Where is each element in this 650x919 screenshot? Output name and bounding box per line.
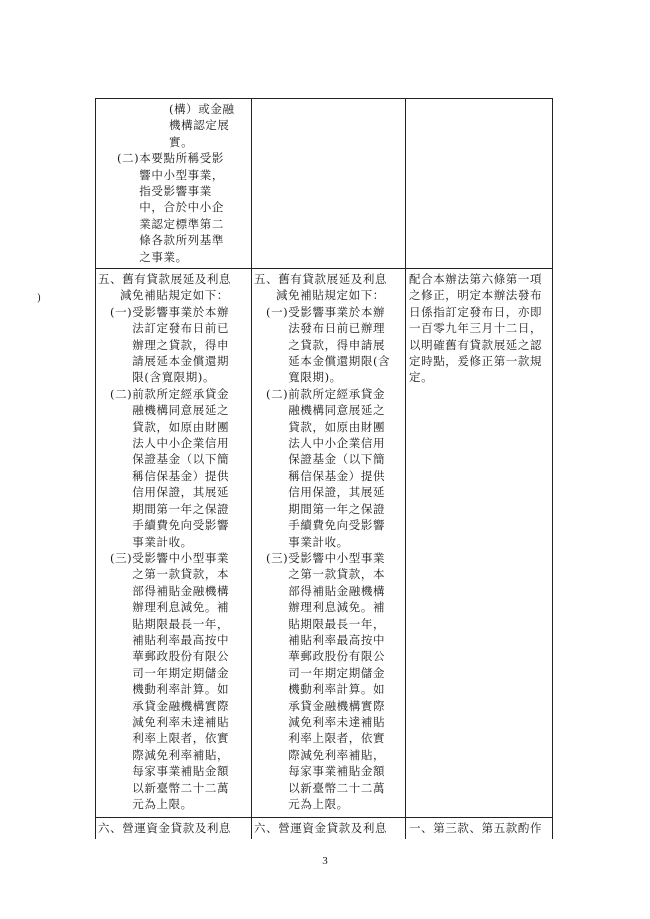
- item-line: 際減免利率補貼，: [288, 747, 386, 762]
- item-line: 元為上限。: [288, 797, 349, 811]
- item-line: 法訂定發布日前已: [132, 321, 230, 336]
- provision-item: [254, 386, 404, 550]
- row3-col2: [254, 820, 404, 836]
- item-line: 指受影響事業: [139, 184, 212, 199]
- explanation-line: 定。: [409, 370, 434, 385]
- item-line: 每家事業補貼金額: [132, 764, 230, 779]
- item-number: (二): [110, 386, 133, 401]
- item-line: 融機構同意展延之: [288, 403, 386, 418]
- margin-mark: ): [37, 293, 41, 304]
- row1-col1: [117, 101, 249, 265]
- item-line: 請展延本金償還期: [132, 354, 230, 369]
- item-body: [139, 150, 249, 265]
- item-line: 減免利率未達補貼: [132, 714, 230, 729]
- item-line: 手續費免向受影響: [288, 518, 386, 533]
- item-line: 信用保證，其展延: [288, 485, 386, 500]
- item-line: 貸款，如原由財團: [288, 419, 386, 434]
- item-body: [132, 304, 250, 386]
- explanation-line: 配合本辦法第六條第一項: [409, 272, 543, 286]
- provision-item: [254, 550, 404, 813]
- continuation-line: 實。: [169, 134, 194, 149]
- item-line: 部得補貼金融機構: [132, 583, 230, 598]
- item-line: 貼期限最長一年，: [132, 616, 230, 631]
- row2-col2: [254, 271, 404, 812]
- item-line: 受影響中小型事業: [288, 550, 386, 565]
- item-line: 利率上限者，依實: [132, 731, 230, 746]
- item-line: 利率上限者，依實: [288, 731, 386, 746]
- item-line: 貼期限最長一年，: [288, 616, 386, 631]
- row2-col1: [98, 271, 250, 812]
- item-body: [288, 386, 404, 550]
- provision-item: [98, 550, 250, 813]
- section-heading: 五、舊有貸款展延及利息: [254, 272, 388, 286]
- item-line: 法人中小企業信用: [288, 436, 386, 451]
- item-line: 法發布日前已辦理: [288, 321, 386, 336]
- item-line: 稱信保基金）提供: [132, 468, 230, 483]
- item-number: (一): [110, 304, 133, 319]
- item-line: 信用保證，其展延: [132, 485, 230, 500]
- item-line: 事業計收。: [132, 534, 193, 549]
- section-heading: 減免補貼規定如下：: [276, 288, 385, 303]
- item-line: 延本金償還期限(含: [288, 354, 391, 369]
- item-line: 減免利率未達補貼: [288, 714, 386, 729]
- item-line: 部得補貼金融機構: [288, 583, 386, 598]
- definition-item: [117, 150, 249, 265]
- provision-item: [98, 386, 250, 550]
- item-line: 受影響中小型事業: [132, 550, 230, 565]
- item-line: 受影響事業於本辦: [132, 304, 230, 319]
- item-body: [288, 550, 404, 813]
- item-line: 機動利率計算。如: [288, 682, 386, 697]
- item-line: 寬限期)。: [288, 370, 342, 385]
- item-line: 稱信保基金）提供: [288, 468, 386, 483]
- item-body: [288, 304, 404, 386]
- continuation-line: 機構認定展: [169, 118, 230, 133]
- column-divider-2: [405, 98, 406, 839]
- row3-col3: [409, 820, 551, 836]
- item-line: 承貸金融機構實際: [132, 698, 230, 713]
- item-number: (三): [266, 550, 289, 565]
- item-line: 保證基金（以下簡: [132, 452, 230, 467]
- item-line: 之第一款貸款，本: [132, 567, 230, 582]
- item-line: 保證基金（以下簡: [288, 452, 386, 467]
- item-line: 承貸金融機構實際: [288, 698, 386, 713]
- item-line: 中，合於中小企: [139, 200, 224, 215]
- item-line: 條各款所列基準: [139, 233, 224, 248]
- row-divider-1: [95, 268, 552, 269]
- item-line: 受影響事業於本辦: [288, 304, 386, 319]
- item-line: 司一年期定期儲金: [288, 665, 386, 680]
- explanation-line: 以明確舊有貸款展延之認: [409, 337, 543, 352]
- provision-item: [98, 304, 250, 386]
- item-line: 期間第一年之保證: [132, 501, 230, 516]
- section-heading: 減免補貼規定如下：: [120, 288, 229, 303]
- item-line: 華郵政股份有限公: [288, 649, 386, 664]
- item-line: 以新臺幣二十二萬: [288, 780, 386, 795]
- explanation-line: 一百零九年三月十二日，: [409, 321, 543, 336]
- explanation-line: 日係指訂定發布日，亦即: [409, 304, 543, 319]
- comparison-table: [95, 98, 552, 839]
- item-line: 之貸款，得申請展: [288, 337, 386, 352]
- section-heading: 五、舊有貸款展延及利息: [98, 272, 232, 286]
- explanation-line: 一、第三款、第五款酌作: [409, 821, 543, 835]
- item-line: 限(含寬限期)。: [132, 370, 216, 385]
- item-line: 事業計收。: [288, 534, 349, 549]
- page-number: 3: [322, 855, 328, 867]
- row3-col1: [98, 820, 250, 836]
- item-line: 前款所定經承貸金: [288, 386, 386, 401]
- column-divider-1: [251, 98, 252, 839]
- section-heading: 六、營運資金貸款及利息: [98, 821, 232, 835]
- item-line: 補貼利率最高按中: [288, 632, 386, 647]
- item-line: 之事業。: [139, 249, 188, 264]
- item-line: 辦理之貸款，得申: [132, 337, 230, 352]
- explanation-line: 之修正，明定本辦法發布: [409, 288, 543, 303]
- item-line: 每家事業補貼金額: [288, 764, 386, 779]
- table-border-right: [552, 98, 553, 839]
- item-line: 際減免利率補貼，: [132, 747, 230, 762]
- explanation-line: 定時點，爰修正第一款規: [409, 354, 543, 369]
- item-line: 法人中小企業信用: [132, 436, 230, 451]
- item-line: 期間第一年之保證: [288, 501, 386, 516]
- item-line: 之第一款貸款，本: [288, 567, 386, 582]
- item-line: 前款所定經承貸金: [132, 386, 230, 401]
- item-number: (二): [266, 386, 289, 401]
- item-line: 補貼利率最高按中: [132, 632, 230, 647]
- item-line: 本要點所稱受影: [139, 151, 224, 166]
- item-line: 響中小型事業，: [139, 167, 224, 182]
- item-line: 司一年期定期儲金: [132, 665, 230, 680]
- continuation-line: (構）或金融: [169, 102, 235, 116]
- item-line: 華郵政股份有限公: [132, 649, 230, 664]
- item-line: 以新臺幣二十二萬: [132, 780, 230, 795]
- item-line: 業認定標準第二: [139, 216, 224, 231]
- item-line: 辦理利息減免。補: [132, 600, 230, 615]
- item-number: (三): [110, 550, 133, 565]
- table-border-top: [95, 98, 552, 99]
- item-line: 手續費免向受影響: [132, 518, 230, 533]
- item-body: [132, 550, 250, 813]
- item-number: (一): [266, 304, 289, 319]
- item-line: 融機構同意展延之: [132, 403, 230, 418]
- section-heading: 六、營運資金貸款及利息: [254, 821, 388, 835]
- item-line: 辦理利息減免。補: [288, 600, 386, 615]
- item-line: 機動利率計算。如: [132, 682, 230, 697]
- provision-item: [254, 304, 404, 386]
- item-line: 元為上限。: [132, 797, 193, 811]
- item-line: 貸款，如原由財團: [132, 419, 230, 434]
- item-body: [132, 386, 250, 550]
- table-border-left: [95, 98, 96, 839]
- row2-col3-explanation: [409, 271, 551, 386]
- row-divider-2: [95, 817, 552, 818]
- item-number: (二): [117, 151, 140, 166]
